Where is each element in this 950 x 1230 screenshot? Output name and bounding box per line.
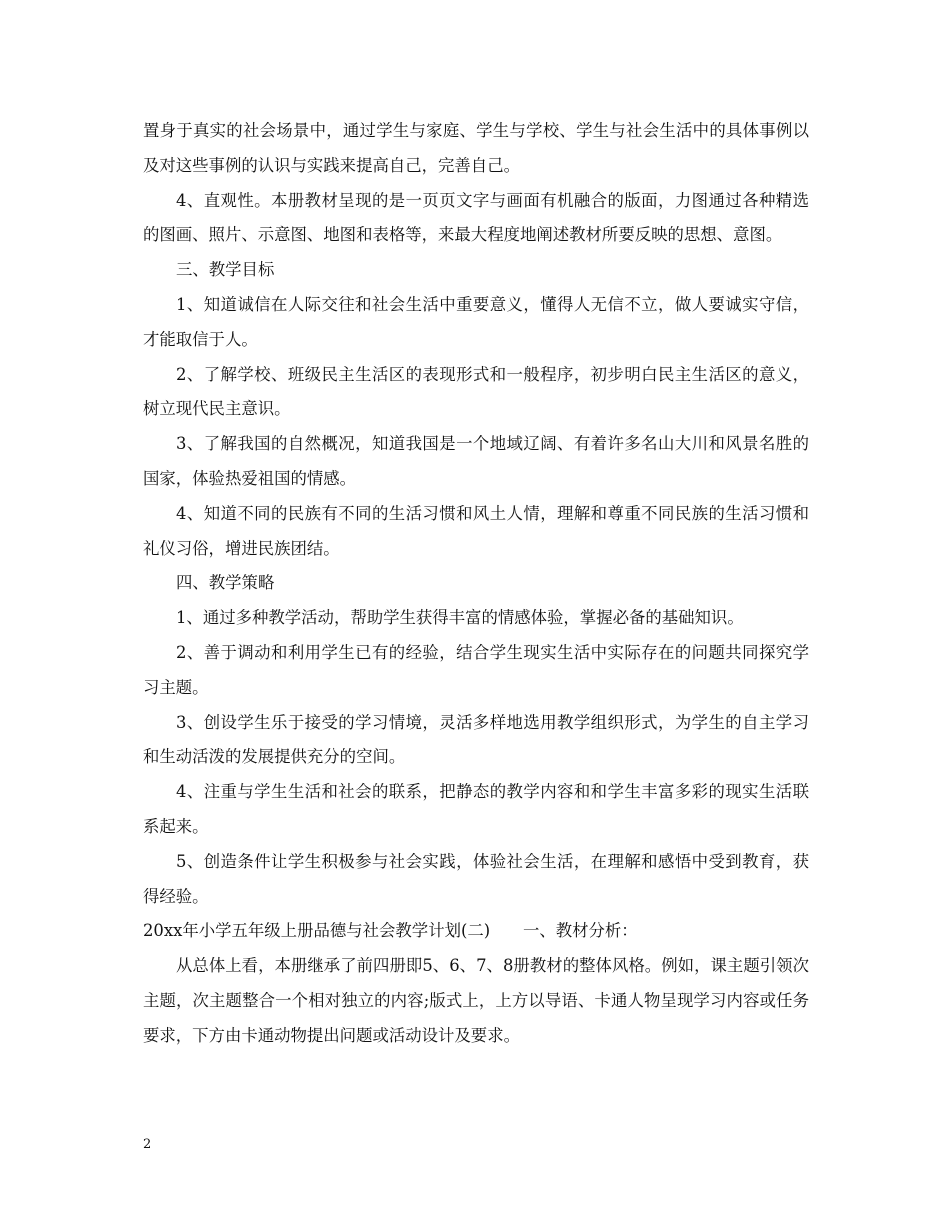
paragraph: 2、了解学校、班级民主生活区的表现形式和一般程序，初步明白民主生活区的意义，树立现代民主意识。 (143, 364, 809, 419)
page-number: 2 (143, 1137, 152, 1152)
paragraph: 4、直观性。本册教材呈现的是一页页文字与画面有机融合的版面，力图通过各种精选的图画、照片、示意图、地图和表格等，来最大程度地阐述教材所要反映的思想、意图。 (143, 190, 809, 245)
paragraph: 2、善于调动和利用学生已有的经验，结合学生现实生活中实际存在的问题共同探究学习主题。 (143, 642, 809, 697)
paragraph: 置身于真实的社会场景中，通过学生与家庭、学生与学校、学生与社会生活中的具体事例以及对这些事例的认识与实践来提高自己，完善自己。 (143, 121, 809, 175)
plan-title-line: 20xx年小学五年级上册品德与社会教学计划(二) 一、教材分析： (143, 921, 638, 941)
section-heading-teaching-strategy: 四、教学策略 (176, 573, 275, 593)
paragraph: 3、了解我国的自然概况，知道我国是一个地域辽阔、有着许多名山大川和风景名胜的国家，体验热爱祖国的情感。 (143, 434, 809, 488)
paragraph: 1、通过多种教学活动，帮助学生获得丰富的情感体验，掌握必备的基础知识。 (176, 608, 744, 628)
section-heading-teaching-goals: 三、教学目标 (176, 260, 275, 280)
paragraph: 4、知道不同的民族有不同的生活习惯和风土人情，理解和尊重不同民族的生活习惯和礼仪习俗，增进民族团结。 (143, 503, 809, 558)
paragraph: 从总体上看，本册继承了前四册即5、6、7、8册教材的整体风格。例如，课主题引领次主题，次主题整合一个相对独立的内容;版式上，上方以导语、卡通人物呈现学习内容或任务要求，下方由卡通动物提出问题或活动设计及要求。 (143, 956, 809, 1045)
paragraph: 1、知道诚信在人际交往和社会生活中重要意义，懂得人无信不立，做人要诚实守信，才能取信于人。 (143, 294, 809, 349)
paragraph: 4、注重与学生生活和社会的联系，把静态的教学内容和和学生丰富多彩的现实生活联系起来。 (143, 782, 809, 836)
paragraph: 3、创设学生乐于接受的学习情境，灵活多样地选用教学组织形式，为学生的自主学习和生动活泼的发展提供充分的空间。 (143, 712, 809, 767)
document-body (143, 114, 809, 1054)
paragraph: 5、创造条件让学生积极参与社会实践，体验社会生活，在理解和感悟中受到教育，获得经验。 (143, 851, 809, 906)
